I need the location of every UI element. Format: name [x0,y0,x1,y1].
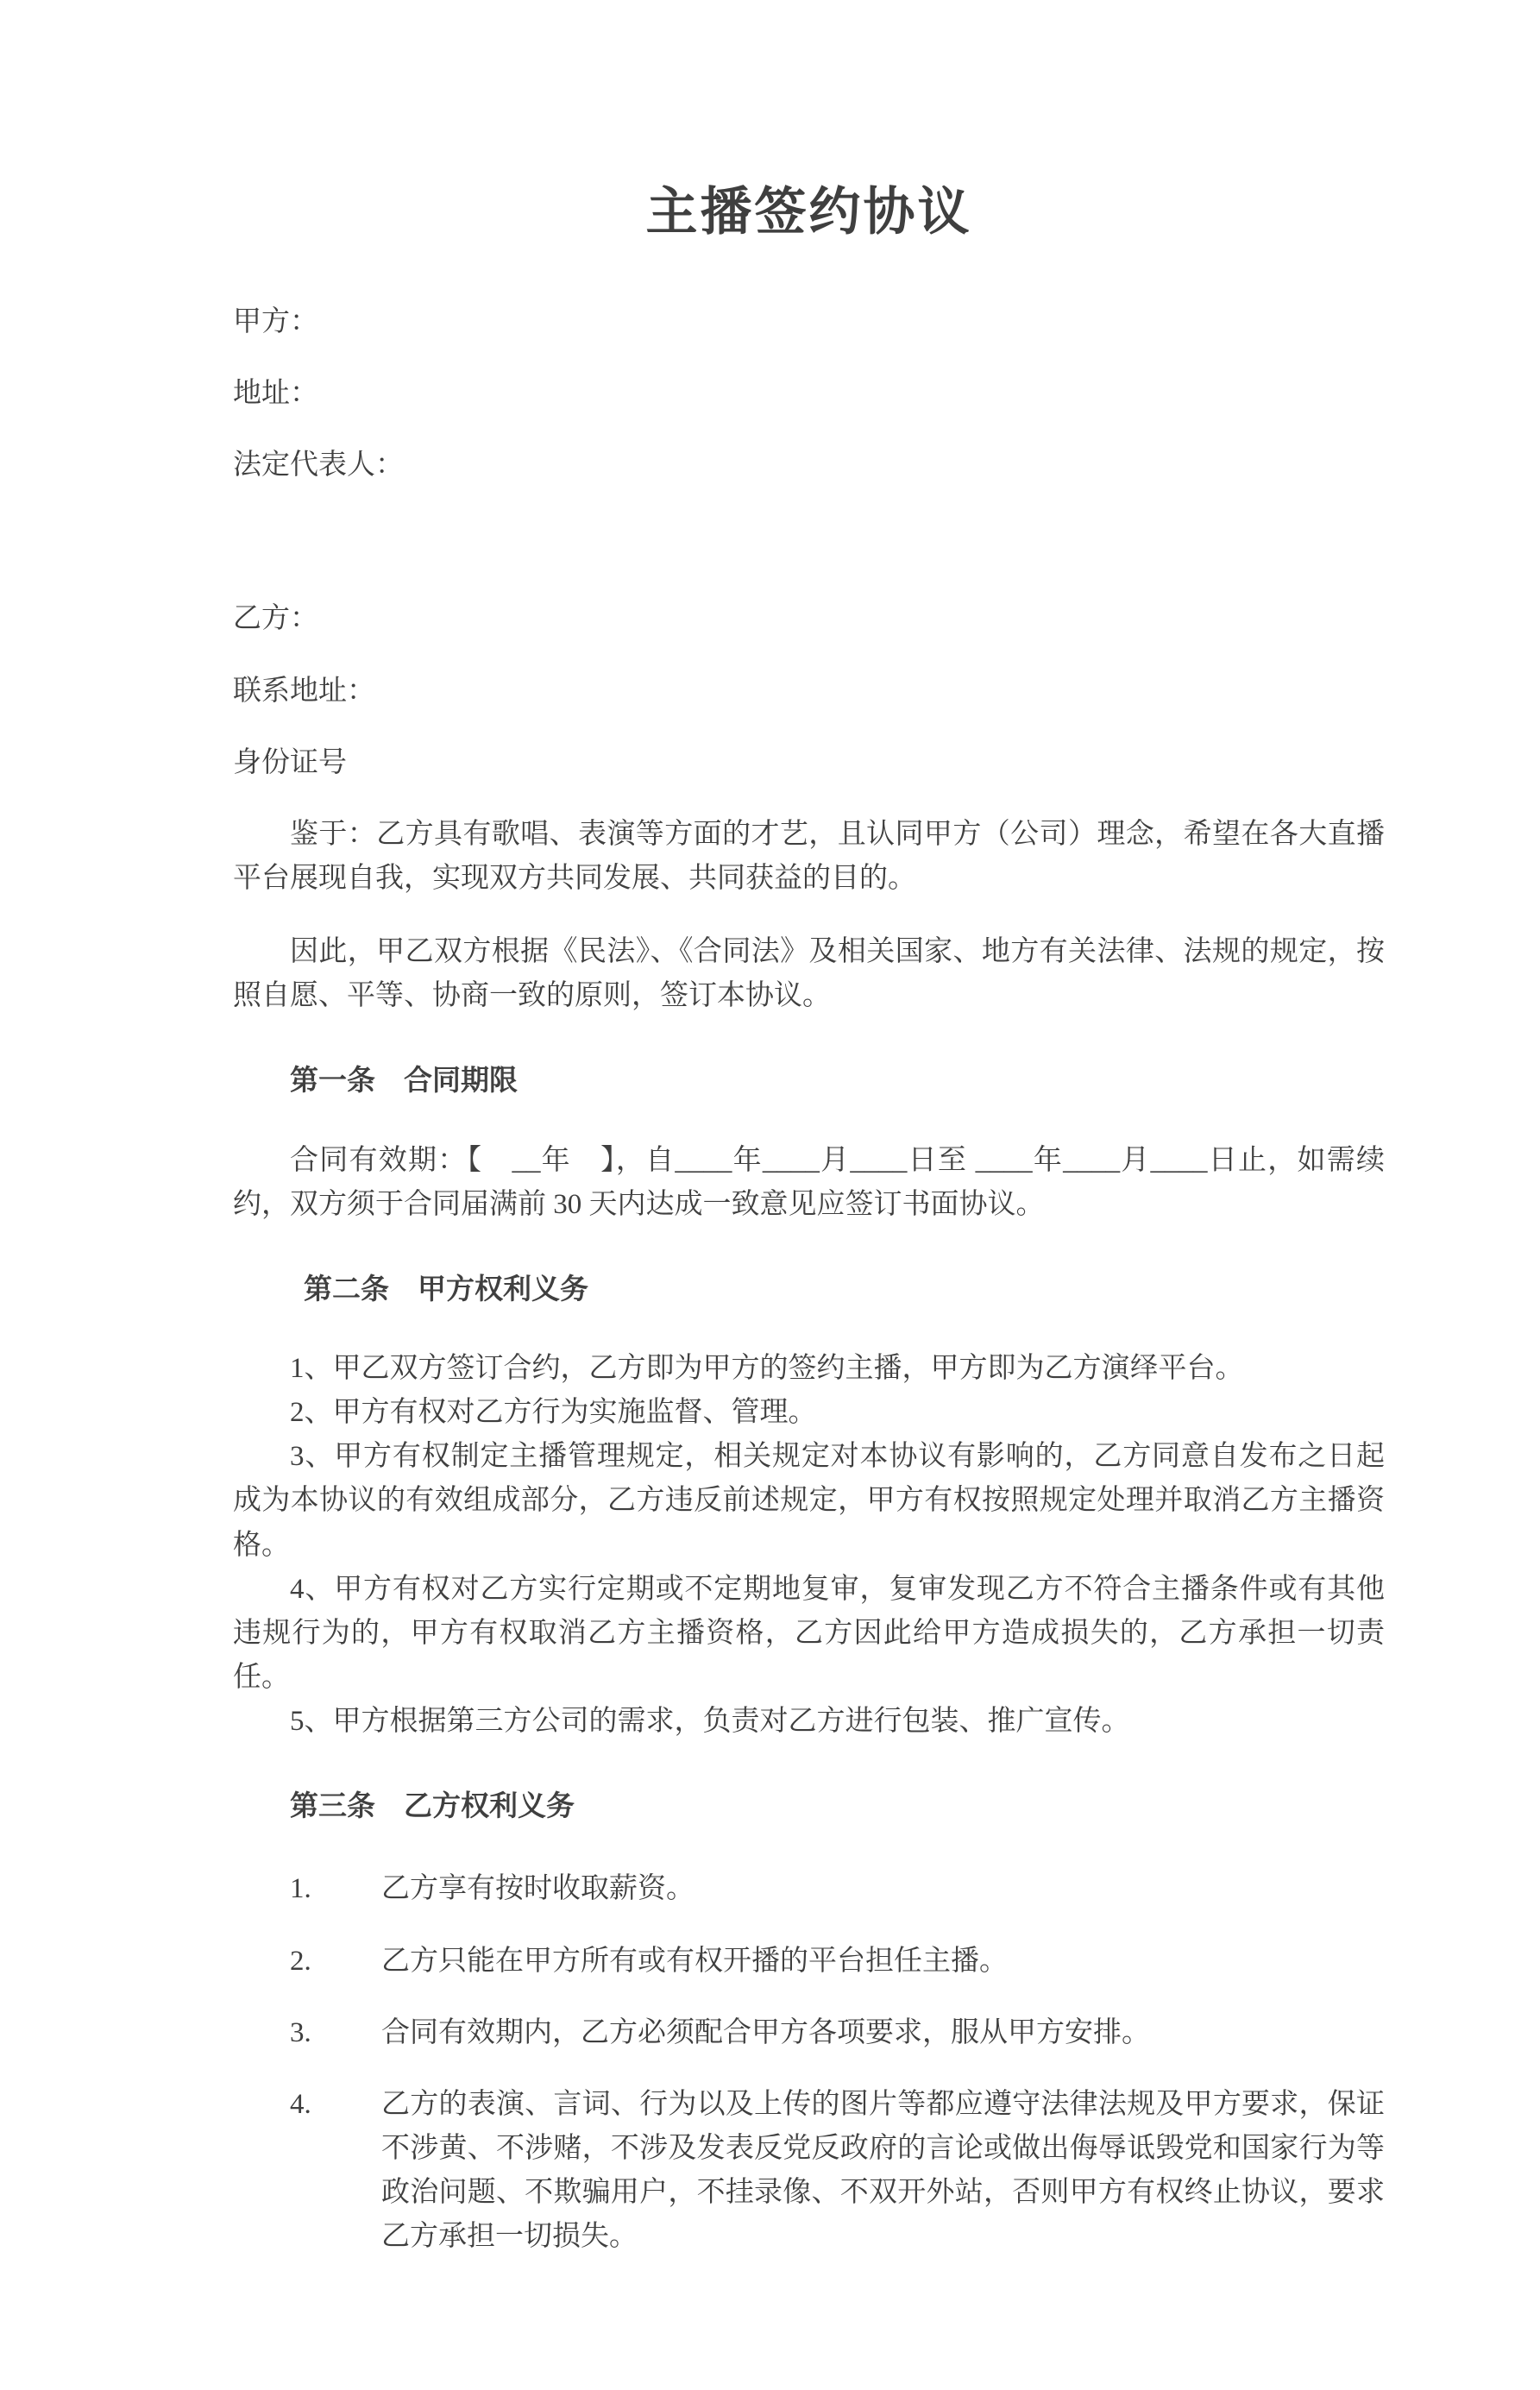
section-spacer [233,515,1385,597]
article-2-clause-2: 2、甲方有权对乙方行为实施监督、管理。 [290,1397,817,1429]
article-3-clause-1 [233,1867,1385,1911]
article-3-clause-3 [233,2011,1385,2055]
article-2-clause-3: 3、甲方有权制定主播管理规定，相关规定对本协议有影响的，乙方同意自发布之日起成为本协议的有效组成部分，乙方违反前述规定，甲方有权按照规定处理并取消乙方主播资格。 [233,1441,1385,1561]
document-title: 主播签约协议 [645,184,972,241]
article-2-clauses [233,1347,1385,1744]
article-2-clause-4: 4、甲方有权对乙方实行定期或不定期地复审，复审发现乙方不符合主播条件或有其他违规行为的，甲方有权取消乙方主播资格，乙方因此给甲方造成损失的，乙方承担一切责任。 [233,1573,1385,1693]
party-a-legal-representative-label: 法定代表人： [233,450,404,481]
article-3-heading: 第三条 乙方权利义务 [290,1789,575,1822]
clause-text: 乙方只能在甲方所有或有权开播的平台担任主播。 [381,1945,1008,1977]
clause-text: 乙方的表演、言词、行为以及上传的图片等都应遵守法律法规及甲方要求，保证不涉黄、不涉赌，不涉及发表反党反政府的言论或做出侮辱诋毁党和国家行为等政治问题、不欺骗用户，不挂录像、不双开外站，否则甲方有权终止协议，要求乙方承担一切损失。 [381,2088,1385,2253]
clause-text: 合同有效期内，乙方必须配合甲方各项要求，服从甲方安排。 [381,2016,1150,2048]
preamble-therefore: 因此，甲乙双方根据《民法》、《合同法》及相关国家、地方有关法律、法规的规定，按照自愿、平等、协商一致的原则，签订本协议。 [233,936,1385,1012]
article-3-clause-4 [233,2083,1385,2260]
clause-text: 乙方享有按时收取薪资。 [381,1873,695,1905]
article-2-clause-1: 1、甲乙双方签订合约，乙方即为甲方的签约主播，甲方即为乙方演绎平台。 [290,1352,1244,1384]
party-b-name-label: 乙方： [233,603,318,635]
party-a-address-label: 地址： [233,378,318,410]
clause-number: 2. [290,1945,311,1977]
article-2-clause-5: 5、甲方根据第三方公司的需求，负责对乙方进行包装、推广宣传。 [290,1706,1130,1738]
party-b-contact-address-label: 联系地址： [233,675,375,707]
article-3-clause-2 [233,1940,1385,1984]
article-1-heading: 第一条 合同期限 [290,1064,518,1097]
party-b-id-number-label: 身份证号 [233,746,347,778]
party-a-name-label: 甲方： [233,306,318,337]
clause-number: 1. [290,1873,311,1905]
clause-number: 3. [290,2016,311,2048]
article-1-body: 合同有效期：【 __年 】，自____年____月____日至 ____年____月____日止，如需续约，双方须于合同届满前 30 天内达成一致意见应签订书面协议。 [233,1144,1385,1220]
clause-number: 4. [290,2088,311,2120]
article-3-clauses [233,1867,1385,2259]
preamble-whereas: 鉴于：乙方具有歌唱、表演等方面的才艺，且认同甲方（公司）理念，希望在各大直播平台展现自我，实现双方共同发展、共同获益的目的。 [233,818,1385,894]
article-2-heading: 第二条 甲方权利义务 [304,1272,588,1305]
